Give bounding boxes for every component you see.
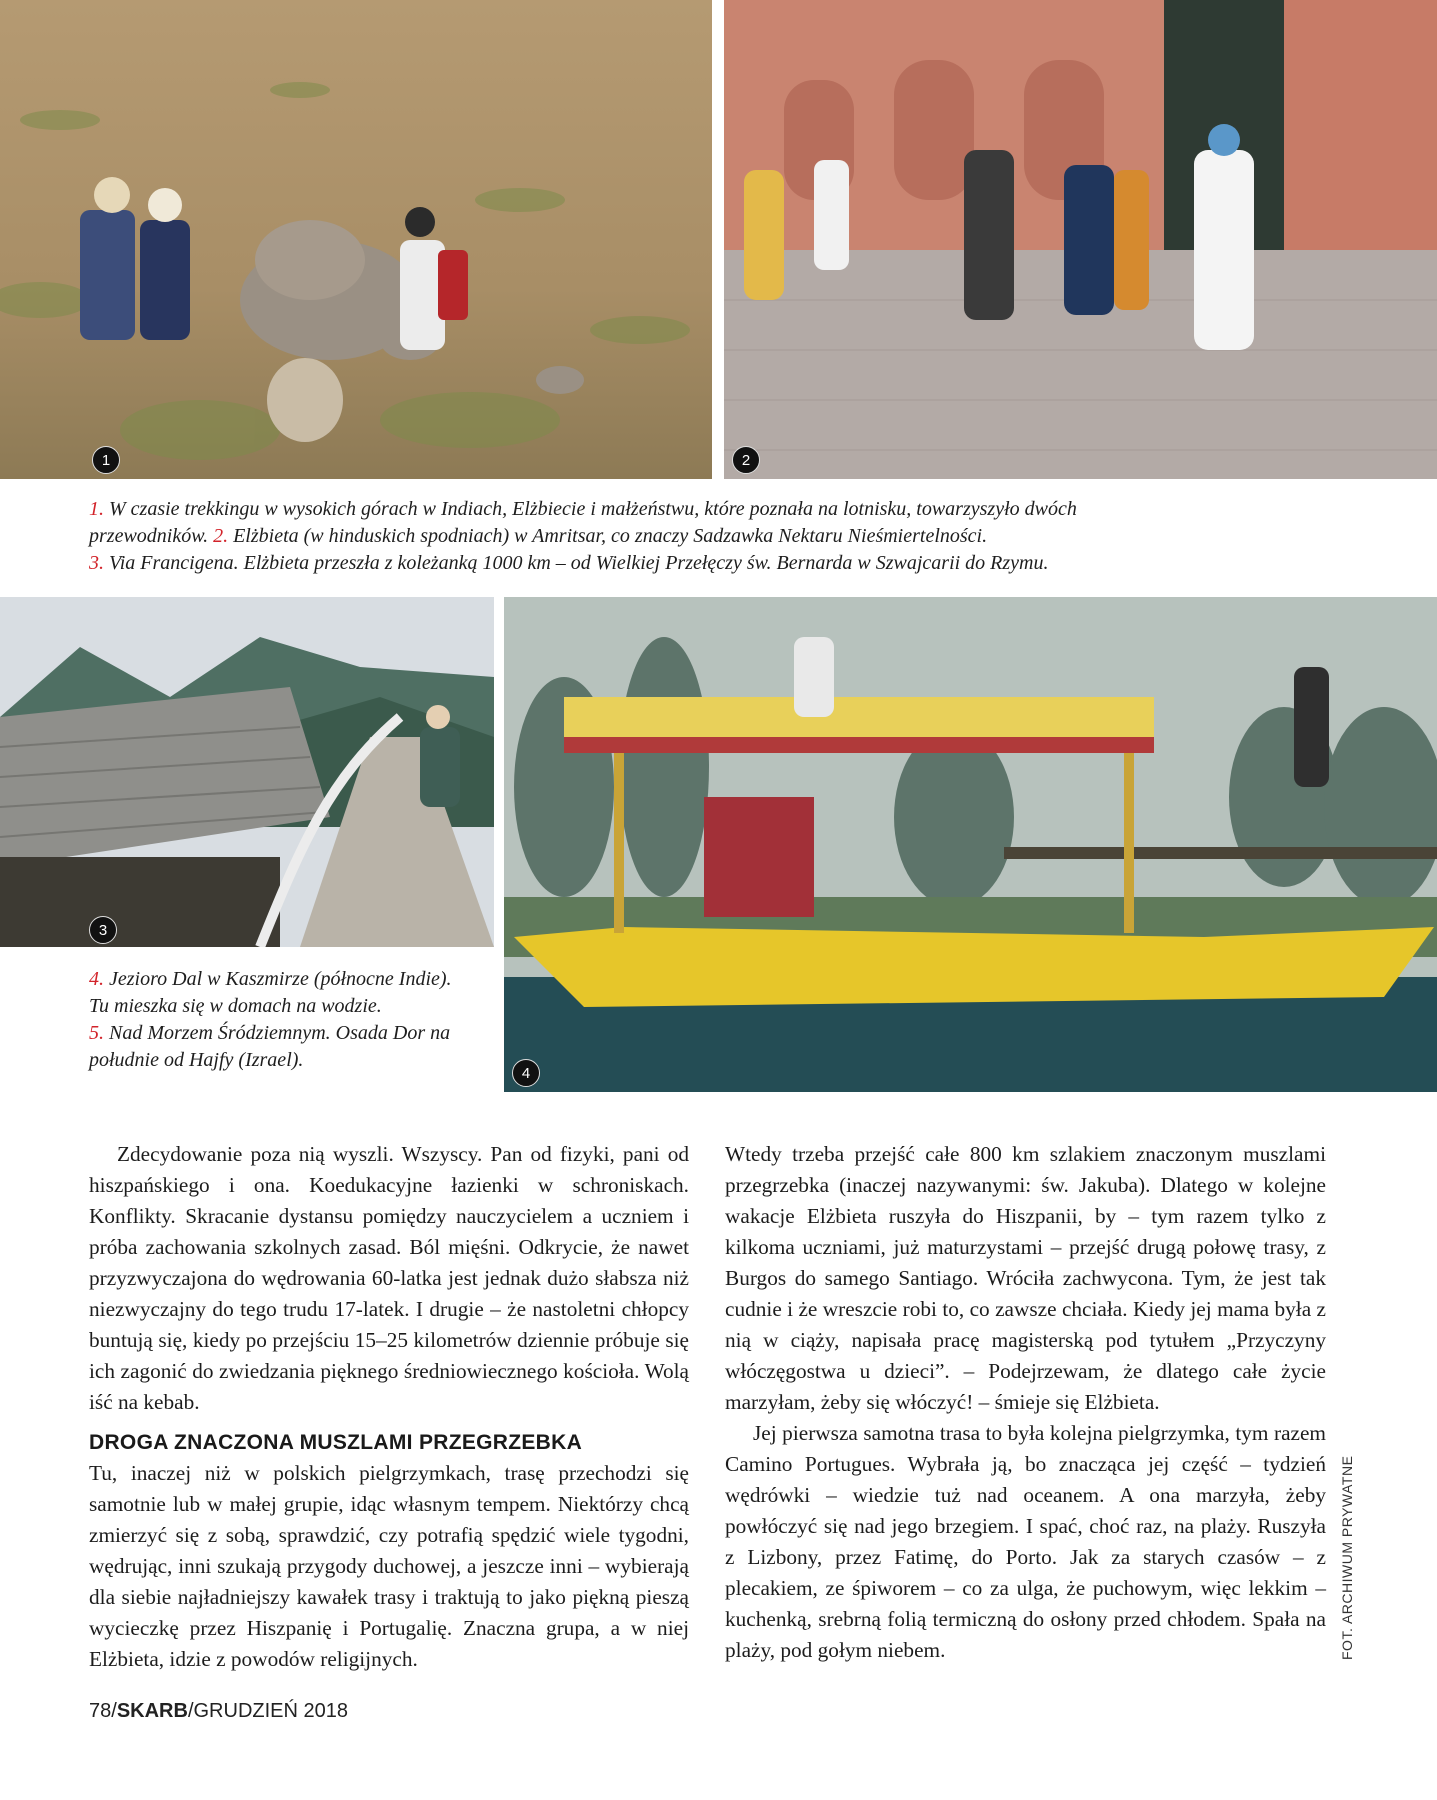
caption-3-number: 3. <box>89 552 104 574</box>
issue-date: GRUDZIEŃ 2018 <box>193 1700 348 1722</box>
article-column-2 <box>725 1139 1326 1666</box>
caption-5-number: 5. <box>89 1022 104 1044</box>
photo-amritsar <box>724 0 1437 479</box>
photo-via-francigena <box>0 597 494 947</box>
footer-separator: / <box>187 1700 194 1722</box>
caption-4-number: 4. <box>89 968 104 990</box>
caption-3-text: Via Francigena. Elżbieta przeszła z koleżanką 1000 km – od Wielkiej Przełęczy św. Bernarda w Szwajcarii do Rzymu. <box>104 552 1049 574</box>
footer-separator: / <box>111 1700 117 1722</box>
caption-5-text: Nad Morzem Śródziemnym. Osada Dor na południe od Hajfy (Izrael). <box>89 1022 451 1071</box>
caption-1-text: W czasie trekkingu w wysokich górach w Indiach, Elżbiecie i małżeństwu, które poznała na lotnisku, towarzyszyło dwóch przewodników. <box>89 498 1077 547</box>
photo-number-3: 3 <box>89 916 117 944</box>
paragraph: Wtedy trzeba przejść całe 800 km szlakiem znaczonym muszlami przegrzebka (inaczej nazywanymi: św. Jakuba). Dlatego w kolejne wakacje Elżbieta ruszyła do Hiszpanii, by – tym razem tylko z kilkoma uczniami, już maturzystami – przejść drugą połowę trasy, z Burgos do samego Santiago. Wróciła zachwycona. Tym, że jest tak cudnie i że wreszcie robi to, co zawsze chciała. Kiedy jej mama była z nią w ciąży, napisała pracę magisterską pod tytułem „Przyczyny włóczęgostwa u dzieci”. – Podejrzewam, że dlatego całe życie marzyłam, żeby się włóczyć! – śmieje się Elżbieta. <box>725 1142 1326 1414</box>
caption-2-number: 2. <box>213 525 229 547</box>
caption-side <box>89 966 474 1074</box>
section-heading: DROGA ZNACZONA MUSZLAMI PRZEGRZEBKA <box>89 1431 583 1454</box>
article-column-1 <box>89 1139 689 1675</box>
photo-dal-lake <box>504 597 1437 1092</box>
caption-1-number: 1. <box>89 498 104 520</box>
paragraph: Tu, inaczej niż w polskich pielgrzymkach, trasę przechodzi się samotnie lub w małej grupie, idąc własnym tempem. Niektórzy chcą zmierzyć się z sobą, sprawdzić, czy potrafią spędzić wiele tygodni, wędrując, inni szukają przygody duchowej, a jeszcze inni – wybierają dla siebie najładniejszy kawałek trasy i traktują to jako piękną pieszą wycieczkę przez Hiszpanię i Portugalię. Znaczna grupa, a w niej Elżbieta, idzie z powodów religijnych. <box>89 1461 689 1671</box>
photo-credit: FOT. ARCHIWUM PRYWATNE <box>1339 1455 1355 1660</box>
page-number: 78 <box>89 1700 112 1722</box>
page-footer <box>89 1700 348 1723</box>
paragraph: Jej pierwsza samotna trasa to była kolejna pielgrzymka, tym razem Camino Portugues. Wybrała ją, bo znacząca jej część – tydzień wędrówki – wiedzie tuż nad oceanem. A ona marzyła, żeby powłóczyć się nad jego brzegiem. I spać, choć raz, na plaży. Ruszyła z Lizbony, przez Fatimę, do Porto. Jak za starych czasów – z plecakiem, ze śpiworem – co za ulga, że puchowym, więc lekkim – kuchenką, srebrną folią termiczną do osłony przed chłodem. Spała na plaży, pod gołym niebem. <box>725 1421 1326 1662</box>
magazine-name: SKARB <box>116 1700 188 1722</box>
caption-2-text: Elżbieta (w hinduskich spodniach) w Amritsar, co znaczy Sadzawka Nektaru Nieśmiertelności. <box>228 525 988 547</box>
caption-4-text: Jezioro Dal w Kaszmirze (północne Indie). Tu mieszka się w domach na wodzie. <box>89 968 452 1017</box>
photo-number-1: 1 <box>92 446 120 474</box>
photo-number-2: 2 <box>732 446 760 474</box>
photo-trekking <box>0 0 712 479</box>
paragraph: Zdecydowanie poza nią wyszli. Wszyscy. Pan od fizyki, pani od hiszpańskiego i ona. Koedukacyjne łazienki w schroniskach. Konflikty. Skracanie dystansu pomiędzy nauczycielem a uczniem i próba zachowania szkolnych zasad. Ból mięśni. Odkrycie, że nawet przyzwyczajona do wędrowania 60-latka jest jednak dużo słabsza niż niezwyczajny do tego trudu 17-latek. I drugie – że nastoletni chłopcy buntują się, kiedy po przejściu 15–25 kilometrów dziennie próbuje się ich zagonić do zwiedzania pięknego średniowiecznego kościoła. Wolą iść na kebab. <box>89 1142 689 1414</box>
caption-top <box>89 496 1149 577</box>
photo-number-4: 4 <box>512 1059 540 1087</box>
